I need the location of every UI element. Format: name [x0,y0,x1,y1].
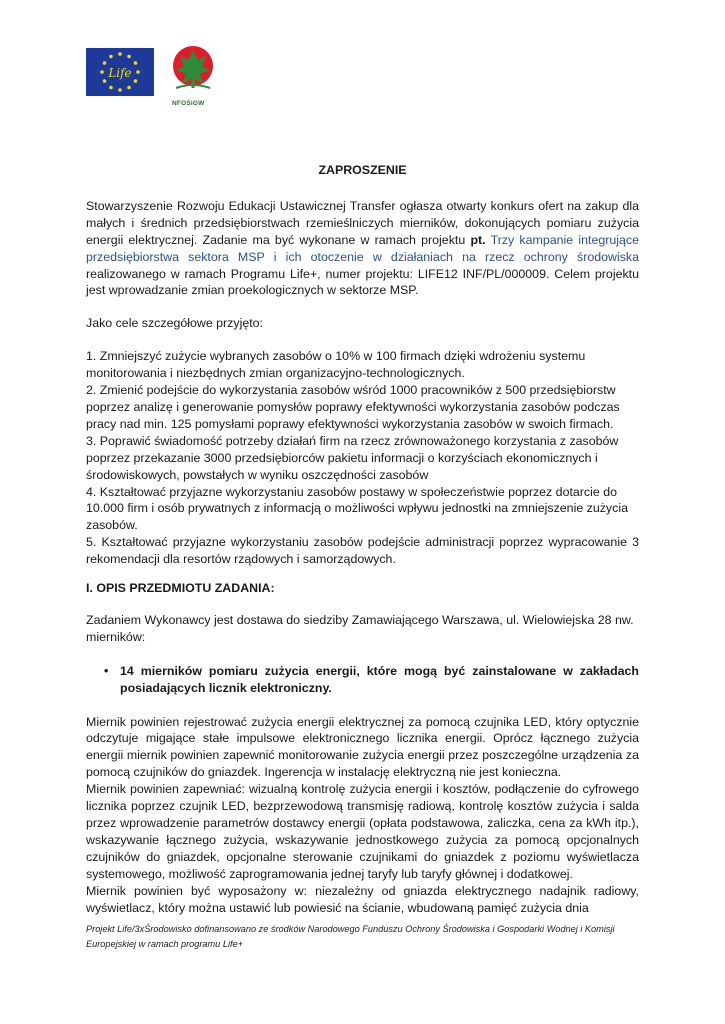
goal-item: 1. Zmniejszyć zużycie wybranych zasobów o 10% w 100 firmach dzięki wdrożeniu systemu monitorowania i niezbędnych zmian organizacyjno-technologicznych. [86,349,586,381]
intro-part2: realizowanego w ramach Programu Life+, numer projektu: LIFE12 INF/PL/000009. Celem projektu jest wprowadzanie zmian proekologicznych w sektorze MSP. [86,266,639,298]
description-paragraph: Miernik powinien zapewniać: wizualną kontrolę zużycia energii i kosztów, podłączenie do cyfrowego licznika poprzez czujnik LED, bezprzewodową transmisję radiową, kontrolę kosztów zużycia i salda przez wprowadzenie parametrów dostawcy energii (opłata podstawowa, zaliczka, cena za kWh itp.), wskazywanie łącznego zużycia, wskazywanie jednostkowego zużycia za pomocą opcjonalnych czujników do gniazdek, opcjonalne sterowanie czujnikami do gniazdek z poziomu wyświetlacza systemowego, możliwość zaprogramowania jednej taryfy lub taryfy głównej i dodatkowej. [86,782,639,881]
life-logo-text: Life [108,66,132,80]
intro-pt: pt. [470,232,486,247]
project-name: Trzy kampanie integrujące przedsiębiorstwa sektora MSP i ich otoczenie w działaniach na rzecz ochrony środowiska [86,232,639,264]
intro-paragraph [86,198,639,299]
goal-item: 5. Kształtować przyjazne wykorzystaniu zasobów podejście administracji poprzez wypracowanie 3 rekomendacji dla resortów rządowych i samorządowych. [86,535,639,567]
eu-life-logo [86,48,154,96]
bullet-icon: • [104,663,109,678]
goal-item: 2. Zmienić podejście do wykorzystania zasobów wśród 1000 pracowników z 500 przedsiębiorstw poprzez analizę i generowanie pomysłów poprawy efektywności wykorzystania zasobów podczas pracy nad min. 125 pomysłami poprawy efektywności wykorzystania zasobów w swoich firmach. [86,383,620,431]
page-footer: Projekt Life/3xŚrodowisko dofinansowano ze środków Narodowego Funduszu Ochrony Środowiska i Gospodarki Wodnej i Komisji Europejskiej w ramach programu Life+ [86,924,615,949]
bullet-text: 14 mierników pomiaru zużycia energii, które mogą być zainstalowane w zakładach posiadających licznik elektroniczny. [120,663,639,695]
goals-heading: Jako cele szczegółowe przyjęto: [86,316,263,331]
nfosigw-label: NFOŚiGW [172,100,205,107]
intro-part1: Stowarzyszenie Rozwoju Edukacji Ustawicznej Transfer ogłasza otwarty konkurs ofert na zakup dla małych i średnich przedsiębiorstwach rzemieślniczych mierników, dokonujących pomiaru zużycia energii elektrycznej. Zadanie ma być wykonane w ramach projektu [86,198,639,247]
bullet-item [86,663,639,697]
nfosigw-logo [170,44,216,104]
document-body [86,162,639,916]
description-paragraph: Miernik powinien rejestrować zużycia energii elektrycznej za pomocą czujnika LED, który optycznie odczytuje migające stałe impulsowe elektronicznego licznika energii. Oprócz łącznego zużycia energii miernik powinien zapewnić monitorowanie zużycia energii przez poszczególne urządzenia za pomocą czujników do gniazdek. Ingerencja w instalację elektryczną nie jest konieczna. [86,714,639,780]
delivery-paragraph: Zadaniem Wykonawcy jest dostawa do siedziby Zamawiającego Warszawa, ul. Wielowiejska 28 nw. mierników: [86,612,634,644]
goal-item: 3. Poprawić świadomość potrzeby działań firm na rzecz zrównoważonego korzystania z zasobów poprzez przekazanie 3000 przedsiębiorców pakietu informacji o korzyściach ekonomicznych i środowiskowych, powstałych w wyniku oszczędności zasobów [86,433,619,482]
description-paragraph: Miernik powinien być wyposażony w: niezależny od gniazda elektrycznego nadajnik radiowy, wyświetlacz, który można ustawić lub powiesić na ścianie, wbudowaną pamięć zużycia dnia [86,883,639,915]
section-heading: I. OPIS PRZEDMIOTU ZADANIA: [86,581,275,596]
page-title: ZAPROSZENIE [318,163,407,177]
goal-item: 4. Kształtować przyjazne wykorzystaniu zasobów postawy w społeczeństwie poprzez dotarcie do 10.000 firm i osób prywatnych z informacją o możliwości wpływu jednostki na zmniejszenie zużycia zasobów. [86,484,628,533]
